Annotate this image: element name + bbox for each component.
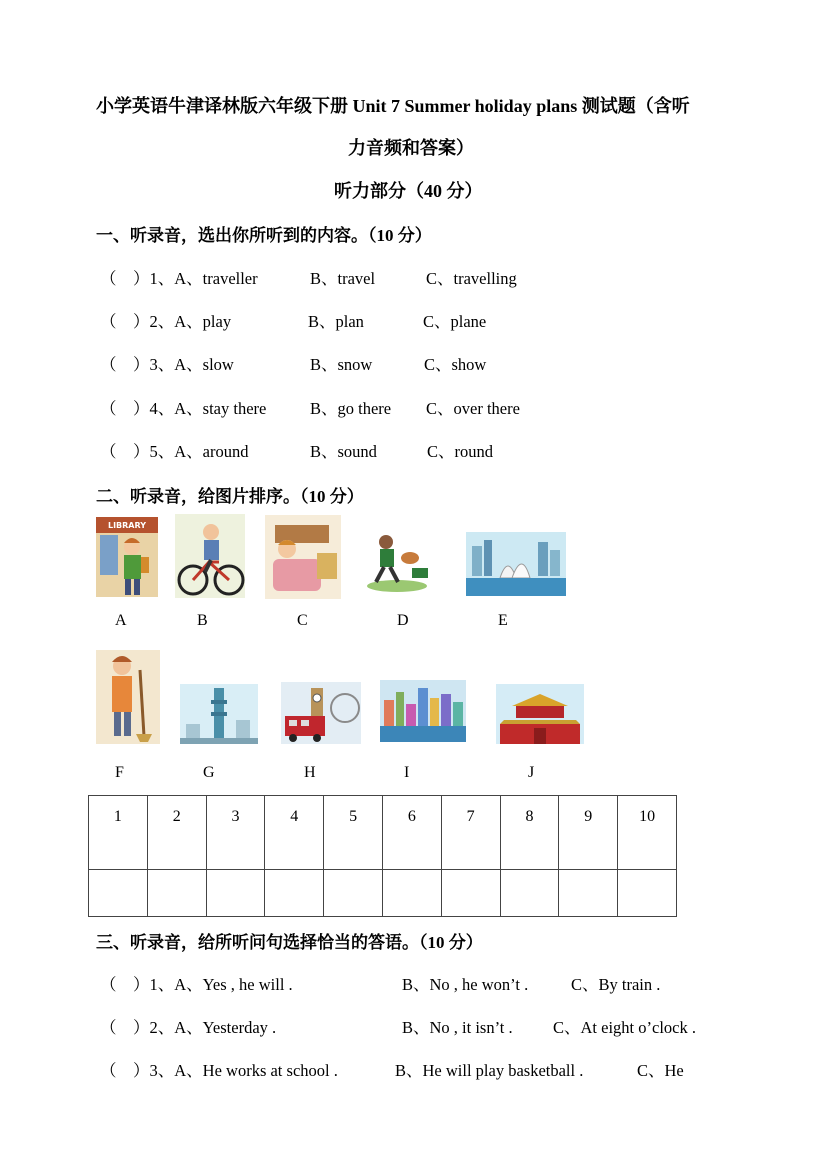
s3-q2-c: C、At eight o’clock . [553,1018,696,1037]
answer-blank-cell[interactable] [618,870,677,917]
s3-q1-a: （ ）1、A、Yes , he will . [100,975,293,994]
s3-q3-a: （ ）3、A、He works at school . [100,1061,338,1080]
table-number-cell: 10 [618,796,677,870]
s1-q3-c: C、show [424,355,487,374]
answer-blank-cell[interactable] [441,870,500,917]
s1-q1-b: B、travel [310,269,376,288]
s1-q2-c: C、plane [423,312,487,331]
table-number-cell: 2 [147,796,206,870]
s3-q1-c: C、By train . [571,975,661,994]
answer-blank-cell[interactable] [206,870,265,917]
s1-q3-a: （ ）3、A、slow [100,355,234,374]
picture-label-b: B [197,612,208,629]
s3-q2-b: B、No , it isn’t . [402,1018,513,1037]
s1-q2-b: B、plan [308,312,364,331]
s1-q2-a: （ ）2、A、play [100,312,232,331]
table-number-cell: 8 [500,796,559,870]
s3-q1-b: B、No , he won’t . [402,975,529,994]
answer-blank-cell[interactable] [89,870,148,917]
tiananmen-picture [496,684,584,744]
s1-q4-a: （ ）4、A、stay there [100,399,267,418]
table-number-cell: 1 [89,796,148,870]
answer-blank-cell[interactable] [147,870,206,917]
relaxing-picture [265,515,341,599]
table-number-cell: 9 [559,796,618,870]
s1-q5-b: B、sound [310,442,377,461]
table-number-cell: 7 [441,796,500,870]
section3-heading: 三、听录音，给所听问句选择恰当的答语。（10 分） [96,933,483,952]
table-number-cell: 3 [206,796,265,870]
picture-label-c: C [297,612,308,629]
picture-label-f: F [115,764,124,781]
table-number-cell: 5 [324,796,383,870]
taipei-101-picture [180,684,258,744]
table-number-cell: 4 [265,796,324,870]
sweeping-picture [96,650,160,744]
sydney-opera-house-picture [466,532,566,596]
s1-q1-a: （ ）1、A、traveller [100,269,258,288]
library-boy-picture [96,517,158,597]
cycling-picture [175,514,245,598]
listening-header: 听力部分（40 分） [334,181,483,201]
svg-text:LIBRARY: LIBRARY [107,521,147,530]
table-number-row [89,796,677,870]
ordering-answer-table [88,795,677,917]
s1-q5-a: （ ）5、A、around [100,442,249,461]
picture-label-h: H [304,764,316,781]
answer-blank-cell[interactable] [324,870,383,917]
document-title-line1: 小学英语牛津译林版六年级下册 Unit 7 Summer holiday plans 测试题（含听 [96,96,690,116]
document-title-line2: 力音频和答案） [348,138,474,158]
picture-label-i: I [404,764,410,781]
section1-heading: 一、听录音，选出你所听到的内容。（10 分） [96,226,432,245]
s3-q3-b: B、He will play basketball . [395,1061,584,1080]
picture-label-e: E [498,612,508,629]
s3-q2-a: （ ）2、A、Yesterday . [100,1018,277,1037]
section2-heading: 二、听录音，给图片排序。（10 分） [96,487,364,506]
s1-q1-c: C、travelling [426,269,517,288]
s1-q4-b: B、go there [310,399,392,418]
answer-blank-cell[interactable] [559,870,618,917]
s3-q3-c: C、He [637,1061,684,1080]
s1-q3-b: B、snow [310,355,373,374]
picture-label-a: A [115,612,127,629]
table-number-cell: 6 [382,796,441,870]
rugby-picture [362,530,432,594]
picture-label-d: D [397,612,409,629]
answer-blank-cell[interactable] [382,870,441,917]
table-answer-row [89,870,677,917]
london-big-ben-picture [281,682,361,744]
hong-kong-skyline-picture [380,680,466,742]
s1-q4-c: C、over there [426,399,520,418]
picture-label-j: J [528,764,535,781]
answer-blank-cell[interactable] [265,870,324,917]
picture-label-g: G [203,764,215,781]
answer-blank-cell[interactable] [500,870,559,917]
s1-q5-c: C、round [427,442,493,461]
